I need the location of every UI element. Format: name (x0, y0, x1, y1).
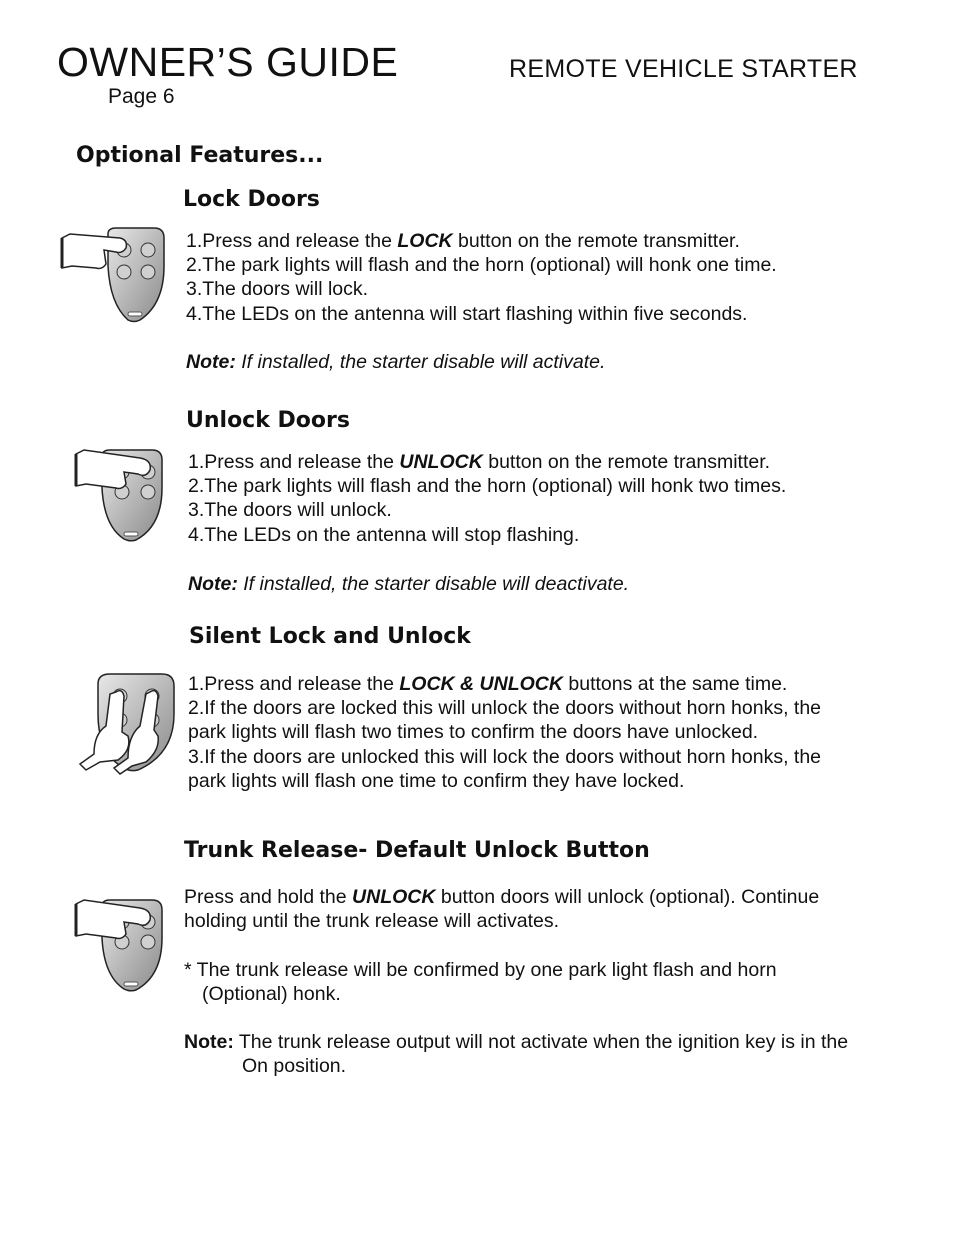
list-item: 4.The LEDs on the antenna will start flashing within five seconds. (186, 302, 748, 325)
remote-press-unlock-icon (72, 446, 172, 542)
unlock-doors-heading: Unlock Doors (186, 408, 350, 433)
silent-lock-heading: Silent Lock and Unlock (189, 624, 471, 649)
product-name: REMOTE VEHICLE STARTER (509, 55, 858, 83)
unlock-doors-note: Note: If installed, the starter disable will deactivate. (188, 573, 630, 595)
unlock-doors-steps (188, 450, 786, 547)
silent-lock-steps (188, 672, 821, 793)
remote-press-trunk-icon (72, 894, 172, 992)
trunk-release-confirmation: * The trunk release will be confirmed by one park light flash and horn (184, 958, 777, 981)
lock-doors-heading: Lock Doors (183, 187, 320, 212)
list-item: 2.If the doors are locked this will unlock the doors without horn honks, the (188, 697, 822, 720)
trunk-release-note-cont: On position. (242, 1055, 347, 1078)
list-item: 1.Press and release the LOCK & UNLOCK buttons at the same time. (188, 673, 788, 695)
list-item: 3.The doors will unlock. (188, 499, 392, 522)
page-title: OWNER’S GUIDE (57, 39, 399, 85)
list-item: 3.If the doors are unlocked this will lock the doors without horn honks, the (188, 745, 822, 768)
list-item: park lights will flash two times to confirm the doors have unlocked. (188, 721, 759, 744)
trunk-release-instruction: Press and hold the UNLOCK button doors will unlock (optional). Continue (184, 886, 820, 908)
lock-doors-steps (186, 229, 777, 326)
list-item: 2.The park lights will flash and the horn (optional) will honk one time. (186, 254, 777, 277)
trunk-release-note: Note: The trunk release output will not activate when the ignition key is in the (184, 1031, 849, 1054)
list-item: 2.The park lights will flash and the horn (optional) will honk two times. (188, 475, 787, 498)
list-item: 1.Press and release the LOCK button on the remote transmitter. (186, 230, 740, 252)
trunk-release-heading: Trunk Release- Default Unlock Button (184, 838, 650, 863)
lock-doors-note: Note: If installed, the starter disable will activate. (186, 351, 606, 373)
trunk-release-confirmation-cont: (Optional) honk. (202, 982, 341, 1005)
trunk-release-body (184, 885, 848, 1079)
page-number: Page 6 (108, 85, 175, 108)
list-item: park lights will flash one time to confirm they have locked. (188, 769, 685, 792)
remote-press-both-icon (78, 670, 178, 776)
trunk-release-instruction-cont: holding until the trunk release will activates. (184, 910, 560, 933)
section-heading: Optional Features... (76, 143, 324, 168)
list-item: 3.The doors will lock. (186, 278, 369, 301)
list-item: 4.The LEDs on the antenna will stop flashing. (188, 523, 580, 546)
list-item: 1.Press and release the UNLOCK button on the remote transmitter. (188, 451, 771, 473)
remote-press-lock-icon (58, 226, 170, 324)
